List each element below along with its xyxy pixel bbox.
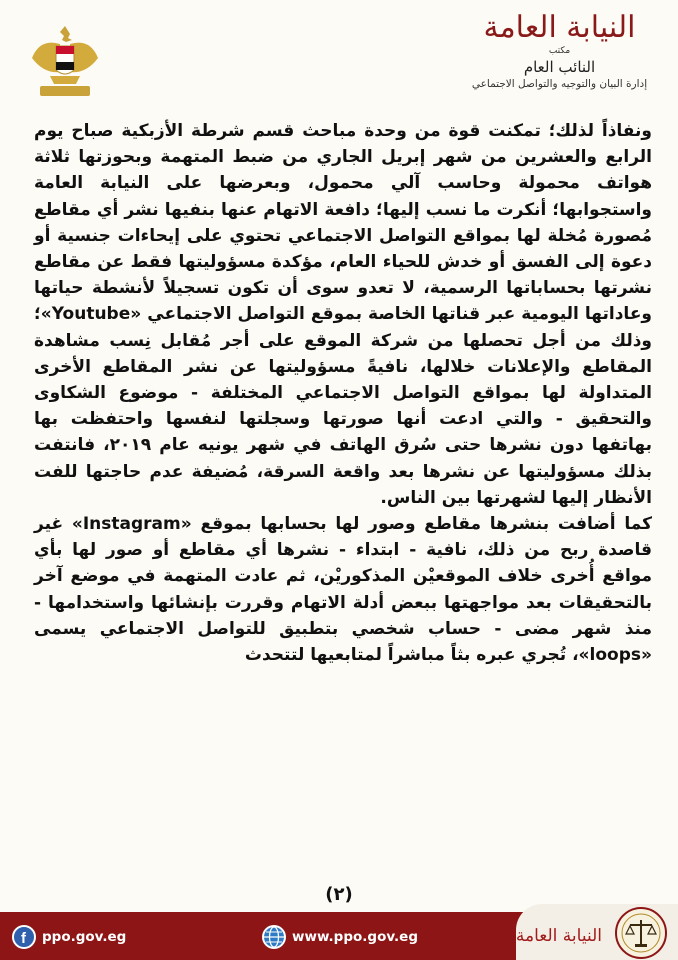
statement-body xyxy=(34,118,652,668)
facebook-text: ppo.gov.eg xyxy=(42,929,127,945)
svg-text:f: f xyxy=(21,930,26,947)
eagle-emblem-icon xyxy=(26,18,104,102)
org-title: النيابة العامة xyxy=(483,10,636,45)
scales-of-justice-icon xyxy=(614,906,668,960)
facebook-link[interactable] xyxy=(12,924,126,950)
footer-org-name: النيابة العامة xyxy=(515,926,602,946)
facebook-icon xyxy=(12,925,36,949)
website-link[interactable] xyxy=(262,924,418,950)
department-name: إدارة البيان والتوجيه والتواصل الاجتماعي xyxy=(471,78,648,90)
office-label: مكتب xyxy=(548,46,571,56)
organization-block xyxy=(457,10,662,91)
paragraph: ونفاذاً لذلك؛ تمكنت قوة من وحدة مباحث قسم شرطة الأزبكية صباح يوم الرابع والعشرين من شهر إبريل الجاري من ضبط المتهمة وبحوزتها ثلاثة هواتف محمولة وحاسب آلي محمول، وبعرضها على النيابة العامة واستجوابها؛ أنكرت ما نسب إليها؛ دافعة الاتهام عنها بنفيها نشر أي مقاطع مُصورة مُخلة لها بمواقع التواصل الاجتماعي تحتوي على إيحاءات جنسية أو دعوة إلى الفسق أو خدش للحياء العام، مؤكدة مسؤوليتها فقط عن مقاطع نشرتها بحساباتها الرسمية، لا تعدو سوى أن تكون تسجيلاً لأنشطة حياتها وعاداتها اليومية عبر قناتها الخاصة بموقع التواصل الاجتماعي «Youtube»؛ وذلك من أجل تحصلها من شركة الموقع على أجر مُقابل نِسب مشاهدة المقاطع والإعلانات خلالها، نافيةً مسؤوليتها عن نشر المقاطع الأخرى المتداولة لها بمواقع التواصل الاجتماعي المختلفة - موضوع الشكاوى والتحقيق - والتي ادعت أنها صورتها وسجلتها لنفسها واحتفظت بها بهاتفها دون نشرها حتى سُرق الهاتف في شهر يونيه عام ٢٠١٩، فانتفت بذلك مسؤوليتها عن نشرها بعد واقعة السرقة، مُضيفة عدم حاجتها للفت الأنظار إليها لشهرتها بين الناس. xyxy=(34,121,652,508)
letterhead xyxy=(0,0,678,118)
website-text: www.ppo.gov.eg xyxy=(292,929,418,945)
paragraph: كما أضافت بنشرها مقاطع وصور لها بحسابها بموقع «Instagram» غير قاصدة ربح من ذلك، نافية - ابتداء - نشرها أي مقاطع أو صور لها بأي مواقع أُخرى خلاف الموقعيْن المذكوريْن، ثم عادت المتهمة في موضع آخر بالتحقيقات بعد مواجهتها ببعض أدلة الاتهام وقررت بإنشائها واستخدامها - منذ شهر مضى - حساب شخصي بتطبيق للتواصل الاجتماعي يسمى «loops»، تُجري عبره بثاً مباشراً لمتابعيها لتتحدث xyxy=(34,514,652,666)
office-title: النائب العام xyxy=(523,58,596,76)
globe-icon xyxy=(262,925,286,949)
page-number: (٢) xyxy=(325,884,353,905)
